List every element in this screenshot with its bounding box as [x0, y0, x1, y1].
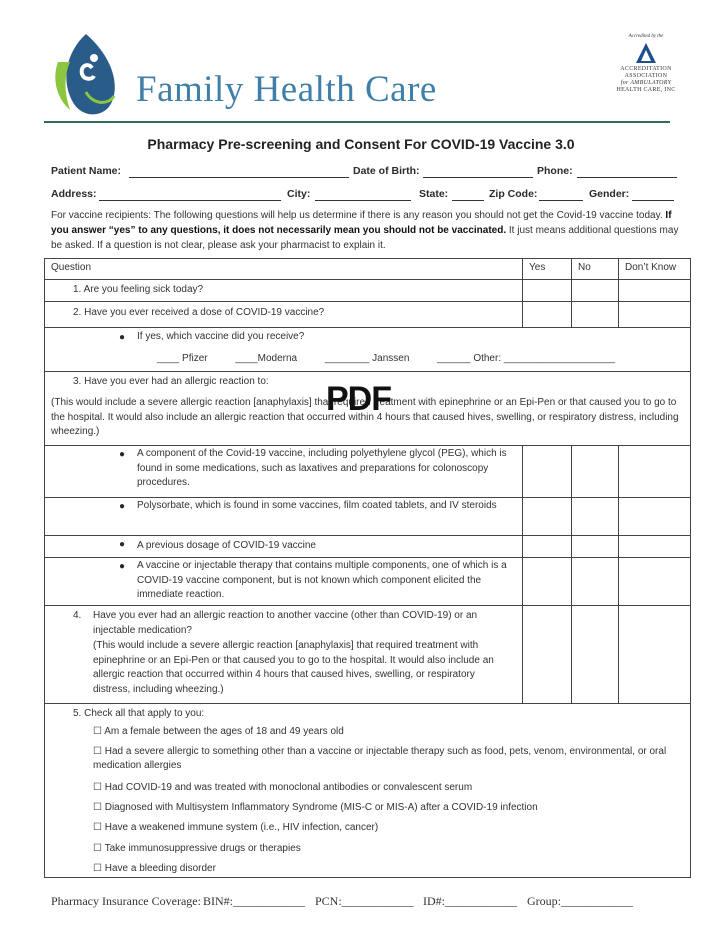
bullet-icon: ● [119, 449, 126, 460]
patient-name-field[interactable] [129, 177, 349, 178]
header-yes: Yes [529, 262, 546, 273]
accreditation-line4: HEALTH CARE, INC [616, 87, 676, 93]
question-4: Have you ever had an allergic reaction to another vaccine (other than COVID-19) or an injectable medication? [93, 610, 478, 636]
accreditation-line3: for AMBULATORY [620, 80, 672, 86]
bullet-icon: ● [119, 539, 126, 550]
id-field[interactable]: ID#:____________ [423, 894, 517, 908]
table-header-row [45, 259, 690, 279]
patient-info-row-1 [51, 165, 691, 181]
zip-field[interactable] [539, 200, 583, 201]
table-row-q2 [45, 301, 690, 328]
brand-name: Family Health Care [136, 69, 437, 110]
accreditation-badge [606, 34, 686, 94]
phone-label: Phone: [537, 165, 573, 177]
q3-item-3: A previous dosage of COVID-19 vaccine [137, 540, 316, 551]
state-field[interactable] [452, 200, 484, 201]
bin-field[interactable]: BIN#:____________ [203, 894, 305, 908]
pdf-watermark: PDF [326, 380, 391, 418]
intro-paragraph [51, 208, 691, 253]
accreditation-line1: ACCREDITATION [620, 66, 672, 72]
table-row-q3-item-1 [45, 445, 690, 498]
header-question: Question [51, 262, 92, 273]
patient-info-row-2 [51, 188, 691, 204]
q2-sub-question: If yes, which vaccine did you receive? [137, 331, 305, 342]
pcn-field[interactable]: PCN:____________ [315, 894, 414, 908]
accreditation-triangle-icon [635, 42, 657, 64]
zip-label: Zip Code: [489, 188, 538, 200]
intro-part-1: For vaccine recipients: The following questions will help us determine if there is any reason you should not get the Covid-19 vaccine today. [51, 210, 666, 221]
table-row-q3-item-4 [45, 557, 690, 606]
header-no: No [578, 262, 591, 273]
address-label: Address: [51, 188, 97, 200]
city-field[interactable] [315, 200, 411, 201]
header-divider [44, 121, 670, 123]
question-4-note: (This would include a severe allergic reaction [anaphylaxis] that required treatment with epinephrine or an Epi-Pen or that caused you to go to the hospital. It would also include an allergic reaction that occurred within 4 hours that caused hives, swelling, or respiratory distress, including wheezing.) [93, 640, 494, 695]
question-3-note: (This would include a severe allergic reaction [anaphylaxis] that required treatment with epinephrine or an Epi-Pen or that caused you to go to the hospital. It would also include an allergic reaction that occurred within 4 hours that caused hives, swelling, or respiratory distress, including wheezing.) [51, 397, 679, 437]
checkbox-item-7[interactable]: ☐ Have a bleeding disorder [93, 863, 216, 874]
question-4-number: 4. [73, 610, 82, 621]
table-row-q1 [45, 279, 690, 302]
table-row-q3-item-3 [45, 535, 690, 558]
table-row-q2-sub [45, 327, 690, 372]
question-3: 3. Have you ever had an allergic reaction to: [73, 376, 269, 387]
q3-item-2: Polysorbate, which is found in some vaccines, film coated tablets, and IV steroids [137, 500, 497, 511]
state-label: State: [419, 188, 449, 200]
bullet-icon: ● [119, 561, 126, 572]
table-row-q4 [45, 605, 690, 704]
question-2: 2. Have you ever received a dose of COVID-19 vaccine? [73, 307, 325, 318]
q2-vaccine-options[interactable]: ____ Pfizer ____Moderna ________ Janssen ______ Other: ____________________ [157, 353, 616, 364]
insurance-footer [51, 894, 671, 910]
phone-field[interactable] [577, 177, 677, 178]
q3-item-1: A component of the Covid-19 vaccine, including polyethylene glycol (PEG), which is found in some medications, such as laxatives and preparations for colonoscopy procedures. [137, 448, 507, 488]
header-dont-know: Don’t Know [625, 262, 677, 273]
address-field[interactable] [99, 200, 281, 201]
checkbox-item-3[interactable]: ☐ Had COVID-19 and was treated with monoclonal antibodies or convalescent serum [93, 782, 473, 793]
checkbox-item-5[interactable]: ☐ Have a weakened immune system (i.e., HIV infection, cancer) [93, 822, 379, 833]
checkbox-item-1[interactable]: ☐ Am a female between the ages of 18 and 49 years old [93, 726, 344, 737]
insurance-label: Pharmacy Insurance Coverage: [51, 894, 201, 908]
table-row-q3-item-2 [45, 497, 690, 536]
bullet-icon: ● [119, 332, 126, 343]
accreditation-line2: ASSOCIATION [624, 73, 668, 79]
intro-part-2: It just means additional questions may be asked. If a question is not clear, please ask your pharmacist to explain it. [51, 225, 679, 251]
gender-field[interactable] [632, 200, 674, 201]
gender-label: Gender: [589, 188, 630, 200]
bullet-icon: ● [119, 501, 126, 512]
question-5: 5. Check all that apply to you: [73, 708, 205, 719]
q3-item-4: A vaccine or injectable therapy that contains multiple components, one of which is a COVID-19 vaccine component, but is not known which component elicited the immediate reaction. [137, 560, 507, 600]
dob-label: Date of Birth: [353, 165, 420, 177]
question-1: 1. Are you feeling sick today? [73, 284, 204, 295]
intro-bold: If you answer “yes” to any questions, it does not necessarily mean you should not be vaccinated. [51, 210, 672, 236]
patient-name-label: Patient Name: [51, 165, 122, 177]
dob-field[interactable] [423, 177, 533, 178]
checkbox-item-6[interactable]: ☐ Take immunosuppressive drugs or therapies [93, 843, 301, 854]
checkbox-item-4[interactable]: ☐ Diagnosed with Multisystem Inflammatory Syndrome (MIS-C or MIS-A) after a COVID-19 infection [93, 802, 538, 813]
accreditation-top: Accredited by the [628, 34, 664, 39]
form-title: Pharmacy Pre-screening and Consent For COVID-19 Vaccine 3.0 [147, 136, 575, 152]
group-field[interactable]: Group:____________ [527, 894, 633, 908]
city-label: City: [287, 188, 311, 200]
checkbox-item-2[interactable]: ☐ Had a severe allergic to something other than a vaccine or injectable therapy such as food, pets, venom, environmental, or oral medication allergies [93, 746, 667, 771]
family-health-care-logo-icon [52, 32, 122, 120]
